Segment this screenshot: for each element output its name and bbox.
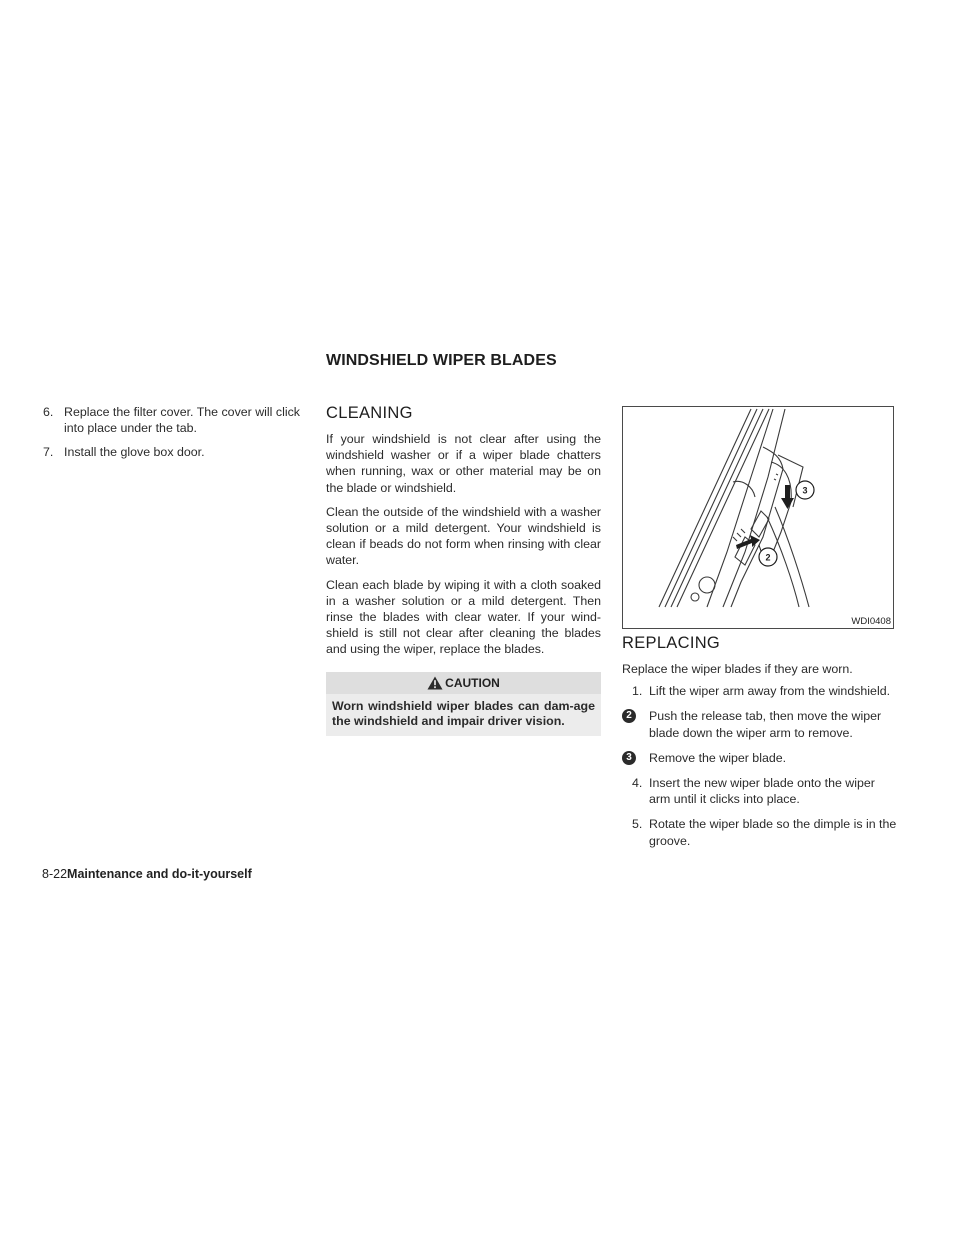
left-column — [43, 404, 309, 469]
step-text: Lift the wiper arm away from the windshield. — [649, 684, 891, 699]
cleaning-heading: CLEANING — [326, 404, 413, 422]
figure-caption: WDI0408 — [851, 616, 891, 627]
page-number: 8-22 — [42, 867, 68, 881]
replacing-intro: Replace the wiper blades if they are worn. — [622, 662, 853, 676]
step-number: 6. — [43, 405, 54, 419]
step-text: Install the glove box door. — [64, 445, 205, 460]
step-text: Remove the wiper blade. — [649, 750, 787, 765]
caution-text: Worn windshield wiper blades can dam-age the windshield and impair driver vision. — [326, 694, 601, 736]
wiper-illustration — [622, 406, 894, 629]
chapter-title: Maintenance and do-it-yourself — [67, 867, 252, 881]
wiper-drawing — [623, 407, 895, 630]
replacing-step-3 — [622, 750, 897, 766]
callout-2-icon: 2 — [622, 709, 636, 723]
cleaning-column — [326, 404, 601, 736]
warning-icon — [427, 676, 443, 690]
step-number: 4. — [632, 776, 643, 791]
step-number: 7. — [43, 445, 54, 460]
caution-title: CAUTION — [445, 675, 500, 690]
replacing-heading: REPLACING — [622, 634, 721, 652]
replacing-step-2 — [622, 708, 897, 740]
cleaning-paragraph: Clean the outside of the windshield with a washer solution or a mild detergent. Your windshield is clean if beads do not form when rinsing with clear water. — [326, 504, 601, 568]
cleaning-paragraph: If your windshield is not clear after using the windshield washer or if a wiper blade chatters when running, wax or other material may be on the blade or windshield. — [326, 432, 601, 495]
step-number: 1. — [632, 684, 643, 699]
step-7 — [43, 444, 309, 460]
step-text: Replace the filter cover. The cover will click into place under the tab. — [64, 405, 300, 436]
arrow-3 — [781, 485, 794, 509]
figure-label-3: 3 — [802, 485, 808, 496]
caution-header — [326, 672, 601, 694]
figure-label-2: 2 — [765, 552, 771, 563]
step-6 — [43, 404, 309, 436]
step-text: Insert the new wiper blade onto the wiper arm until it clicks into place. — [649, 776, 875, 807]
replacing-step-5 — [622, 816, 897, 848]
callout-3-icon: 3 — [622, 751, 636, 765]
replacing-column — [622, 634, 897, 858]
replacing-steps — [622, 683, 897, 849]
step-text: Push the release tab, then move the wiper blade down the wiper arm to remove. — [649, 709, 882, 740]
section-title: WINDSHIELD WIPER BLADES — [326, 352, 557, 369]
cleaning-paragraph: Clean each blade by wiping it with a cloth soaked in a washer solution or a mild detergent. Then rinse the blades with clear water. If your wind-shield is still not clear after cleaning the blades and using the wiper, replace the blades. — [326, 577, 601, 657]
caution-box — [326, 672, 601, 736]
step-text: Rotate the wiper blade so the dimple is in the groove. — [649, 817, 897, 848]
page-footer — [42, 867, 252, 881]
replacing-step-4 — [622, 775, 897, 807]
step-number: 5. — [632, 817, 643, 832]
replacing-step-1 — [622, 683, 897, 699]
